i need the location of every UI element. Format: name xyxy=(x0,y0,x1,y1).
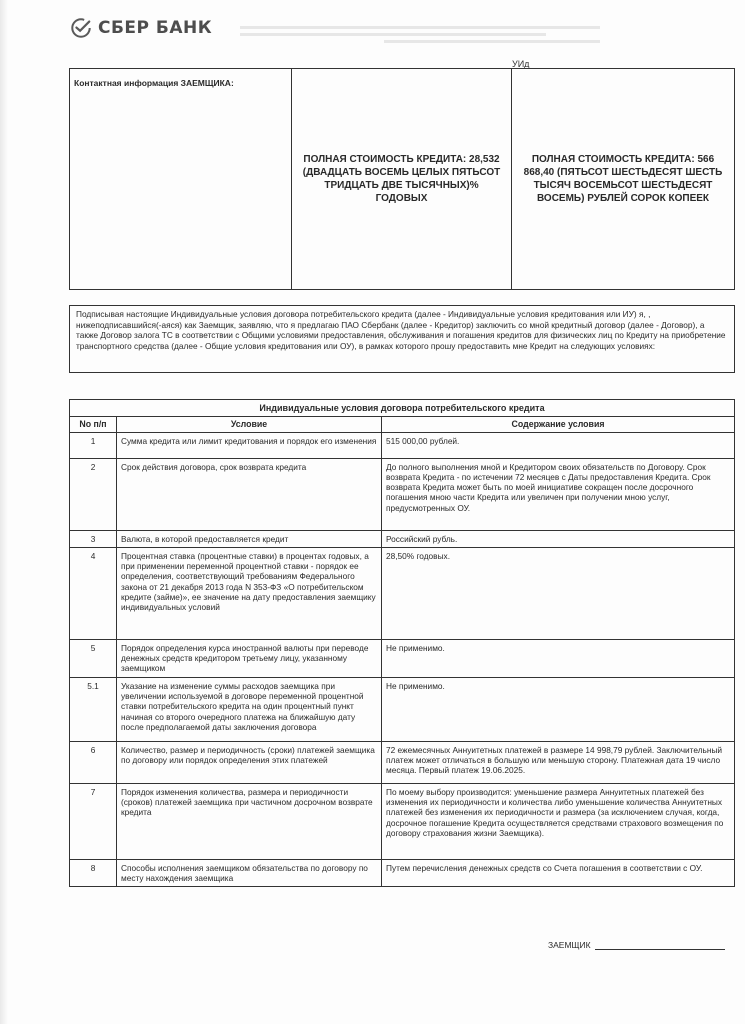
bank-logo xyxy=(70,14,212,42)
row-content: По моему выбору производится: уменьшение размера Аннуитетных платежей без изменения их периодичности и количества либо уменьшение количества Аннуитетных платежей без изменения их периодичности и размера (за исключением случая, когда, досрочное погашение Кредита осуществляется средствами страхового возмещения по договору страхования жизни Заемщика). xyxy=(382,783,735,859)
row-condition: Срок действия договора, срок возврата кредита xyxy=(117,458,382,530)
table-caption: Индивидуальные условия договора потребительского кредита xyxy=(70,400,735,417)
table-header-row xyxy=(70,417,735,432)
contact-info-cell xyxy=(70,69,292,289)
header-condition: Условие xyxy=(117,417,382,432)
table-row xyxy=(70,783,735,859)
row-num: 1 xyxy=(70,432,117,458)
conditions-table xyxy=(69,399,735,887)
table-row xyxy=(70,741,735,783)
scan-edge-shadow xyxy=(0,0,8,1024)
row-num: 5 xyxy=(70,639,117,677)
row-condition: Количество, размер и периодичность (сроки) платежей заемщика по договору или порядок определения этих платежей xyxy=(117,741,382,783)
table-row xyxy=(70,432,735,458)
row-content: Российский рубль. xyxy=(382,530,735,547)
table-row xyxy=(70,530,735,547)
full-cost-amount: ПОЛНАЯ СТОИМОСТЬ КРЕДИТА: 566 868,40 (ПЯТЬСОТ ШЕСТЬДЕСЯТ ШЕСТЬ ТЫСЯЧ ВОСЕМЬСОТ ШЕСТЬДЕСЯТ ВОСЕМЬ) РУБЛЕЙ СОРОК КОПЕЕК xyxy=(523,154,723,204)
row-content: 515 000,00 рублей. xyxy=(382,432,735,458)
table-row xyxy=(70,677,735,741)
sber-check-icon xyxy=(70,17,92,39)
row-condition: Порядок определения курса иностранной валюты при переводе денежных средств кредитором третьему лицу, указанному заемщиком xyxy=(117,639,382,677)
row-content: Не применимо. xyxy=(382,639,735,677)
row-condition: Порядок изменения количества, размера и периодичности (сроков) платежей заемщика при частичном досрочном возврате кредита xyxy=(117,783,382,859)
full-cost-amount-cell xyxy=(512,69,734,289)
full-cost-percent-cell xyxy=(292,69,512,289)
table-row xyxy=(70,859,735,887)
row-num: 7 xyxy=(70,783,117,859)
full-cost-percent: ПОЛНАЯ СТОИМОСТЬ КРЕДИТА: 28,532 (ДВАДЦАТЬ ВОСЕМЬ ЦЕЛЫХ ПЯТЬСОТ ТРИДЦАТЬ ДВЕ ТЫСЯЧНЫХ)% ГОДОВЫХ xyxy=(302,154,501,204)
header-content: Содержание условия xyxy=(382,417,735,432)
row-content: 28,50% годовых. xyxy=(382,547,735,639)
row-num: 6 xyxy=(70,741,117,783)
row-condition: Указание на изменение суммы расходов заемщика при увеличении используемой в договоре переменной процентной ставки потребительского кредита на один процентный пункт начиная со второго очередного платежа на ближайшую дату после предполагаемой даты заключения договора xyxy=(117,677,382,741)
row-content: Не применимо. xyxy=(382,677,735,741)
borrower-signature xyxy=(548,940,725,950)
bank-name: СБЕР БАНК xyxy=(98,18,213,38)
row-content: До полного выполнения мной и Кредитором своих обязательств по Договору. Срок возврата Кредита - по истечении 72 месяцев с Даты предоставления Кредита. Срок возврата Кредита может быть по моей инициативе сокращен после досрочного погашения мною части Кредита или увеличен при получении мною услуг, предусмотренных ОУ. xyxy=(382,458,735,530)
signature-label: ЗАЕМЩИК xyxy=(548,940,591,950)
row-condition: Способы исполнения заемщиком обязательства по договору по месту нахождения заемщика xyxy=(117,859,382,887)
intro-paragraph: Подписывая настоящие Индивидуальные условия договора потребительского кредита (далее - Индивидуальные условия кредитования или ИУ) я, , нижеподписавшийся(-аяся) как Заемщик, заявляю, что я предлагаю ПАО Сбербанк (далее - Кредитор) заключить со мной кредитный договор (далее - Договор), а также Договор залога ТС в соответствии с Общими условиями предоставления, обслуживания и погашения кредитов для физических лиц по Кредиту на приобретение транспортного средства (далее - Общие условия кредитования или ОУ), в рамках которого прошу предоставить мне Кредит на следующих условиях: xyxy=(69,305,735,373)
uid-label: УИд xyxy=(512,59,530,69)
row-condition: Процентная ставка (процентные ставки) в процентах годовых, а при применении переменной процентной ставки - порядок ее определения, соответствующий требованиям Федерального закона от 21 декабря 2013 года N 353-ФЗ «О потребительском кредите (займе)», ее значение на дату предоставления заемщику индивидуальных условий xyxy=(117,547,382,639)
contact-info-label: Контактная информация ЗАЕМЩИКА: xyxy=(74,78,234,88)
row-num: 8 xyxy=(70,859,117,887)
header-num: No п/п xyxy=(70,417,117,432)
row-condition: Валюта, в которой предоставляется кредит xyxy=(117,530,382,547)
row-content: 72 ежемесячных Аннуитетных платежей в размере 14 998,79 рублей. Заключительный платеж может отличаться в большую или меньшую сторону. Платежная дата 19 число месяца. Первый платеж 19.06.2025. xyxy=(382,741,735,783)
signature-line xyxy=(595,941,725,950)
row-num: 5.1 xyxy=(70,677,117,741)
row-condition: Сумма кредита или лимит кредитования и порядок его изменения xyxy=(117,432,382,458)
row-num: 3 xyxy=(70,530,117,547)
table-row xyxy=(70,639,735,677)
table-caption-row xyxy=(70,400,735,417)
row-content: Путем перечисления денежных средств со Счета погашения в соответствии с ОУ. xyxy=(382,859,735,887)
contact-info-box xyxy=(69,68,735,290)
row-num: 2 xyxy=(70,458,117,530)
table-row xyxy=(70,458,735,530)
table-row xyxy=(70,547,735,639)
row-num: 4 xyxy=(70,547,117,639)
faded-header-text xyxy=(240,22,600,58)
